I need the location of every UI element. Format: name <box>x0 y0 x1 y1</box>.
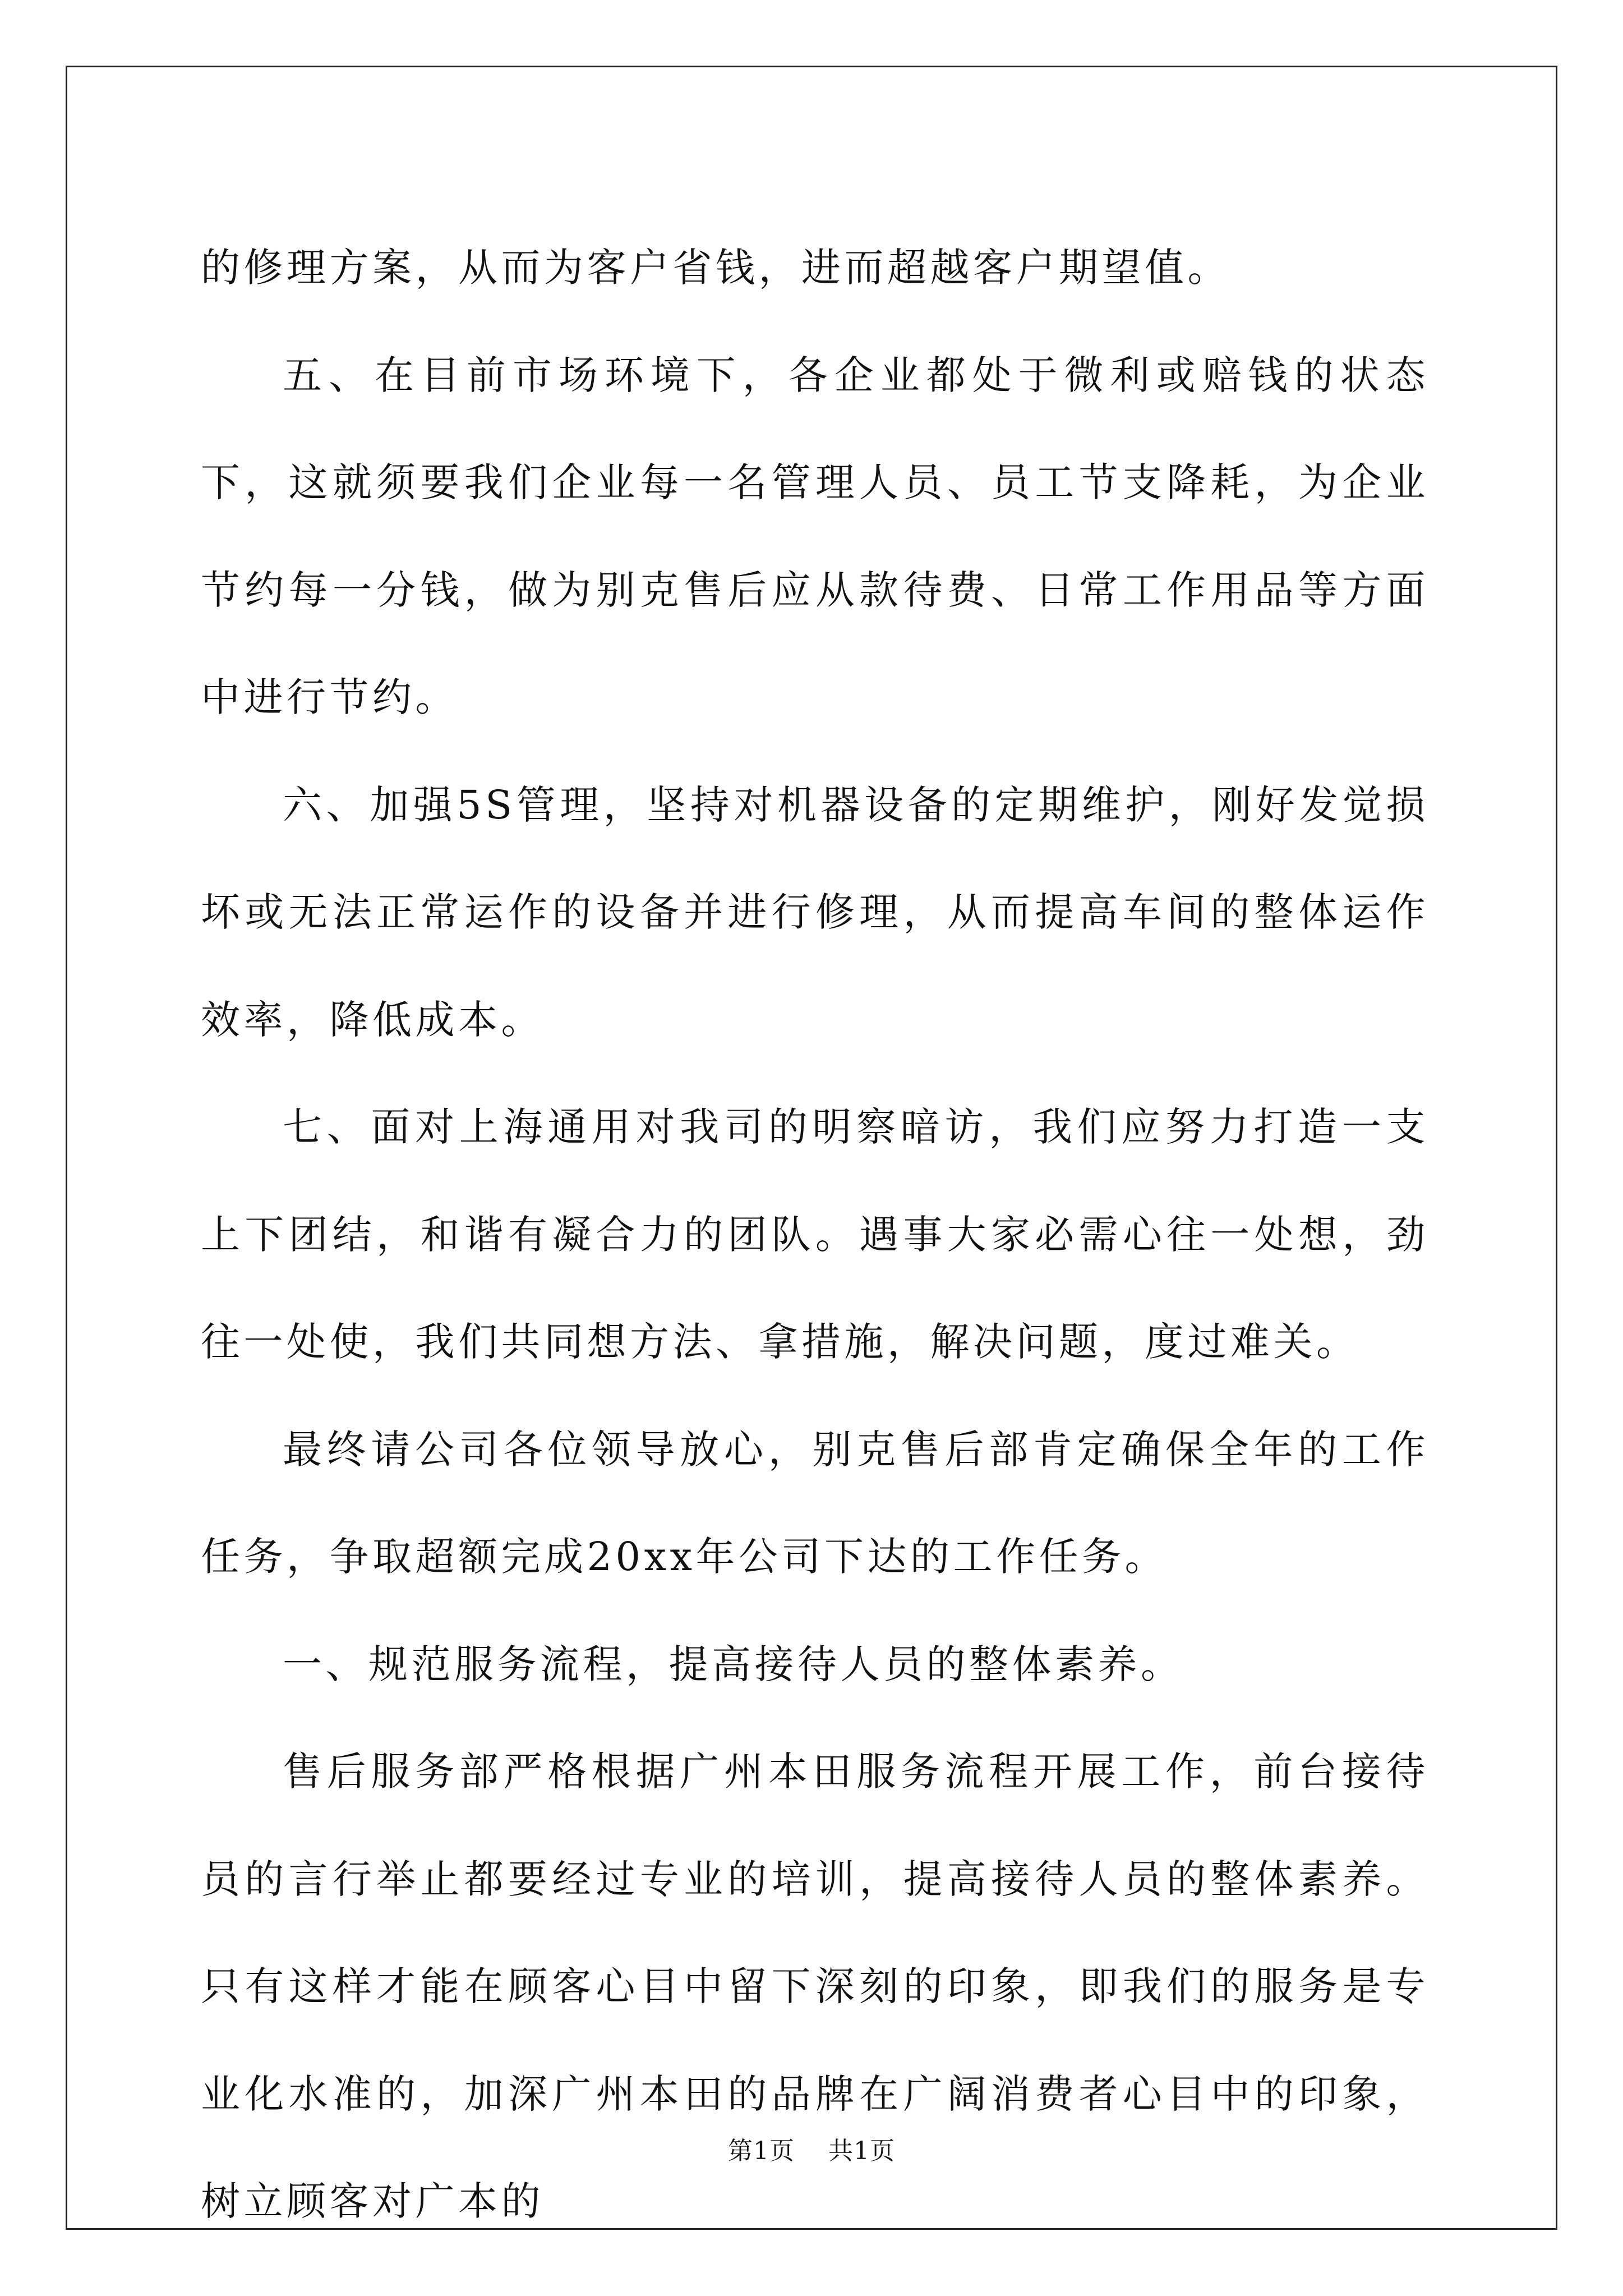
paragraph: 一、规范服务流程，提高接待人员的整体素养。 <box>283 1641 1184 1687</box>
paragraph: 最终请公司各位领导放心，别克售后部肯定确保全年的工作任务，争取超额完成20xx年公司下达的工作任务。 <box>201 1426 1429 1580</box>
paragraph: 六、加强5S管理，坚持对机器设备的定期维护，刚好发觉损坏或无法正常运作的设备并进行修理，从而提高车间的整体运作效率，降低成本。 <box>201 781 1429 1043</box>
page-footer <box>0 2131 1623 2166</box>
paragraph: 的修理方案，从而为客户省钱，进而超越客户期望值。 <box>201 245 1230 291</box>
footer-spacer <box>795 2137 828 2165</box>
document-body <box>201 214 1429 2256</box>
page-number-current: 第1页 <box>728 2137 795 2165</box>
paragraph: 五、在目前市场环境下，各企业都处于微利或赔钱的状态下，这就须要我们企业每一名管理人员、员工节支降耗，为企业节约每一分钱，做为别克售后应从款待费、日常工作用品等方面中进行节约。 <box>201 352 1429 720</box>
page-number-total: 共1页 <box>828 2137 895 2165</box>
paragraph: 七、面对上海通用对我司的明察暗访，我们应努力打造一支上下团结，和谐有凝合力的团队。遇事大家必需心往一处想，劲往一处使，我们共同想方法、拿措施，解决问题，度过难关。 <box>201 1104 1429 1365</box>
paragraph: 售后服务部严格根据广州本田服务流程开展工作，前台接待员的言行举止都要经过专业的培训，提高接待人员的整体素养。只有这样才能在顾客心目中留下深刻的印象，即我们的服务是专业化水准的，加深广州本田的品牌在广阔消费者心目中的印象，树立顾客对广本的 <box>201 1749 1429 2224</box>
